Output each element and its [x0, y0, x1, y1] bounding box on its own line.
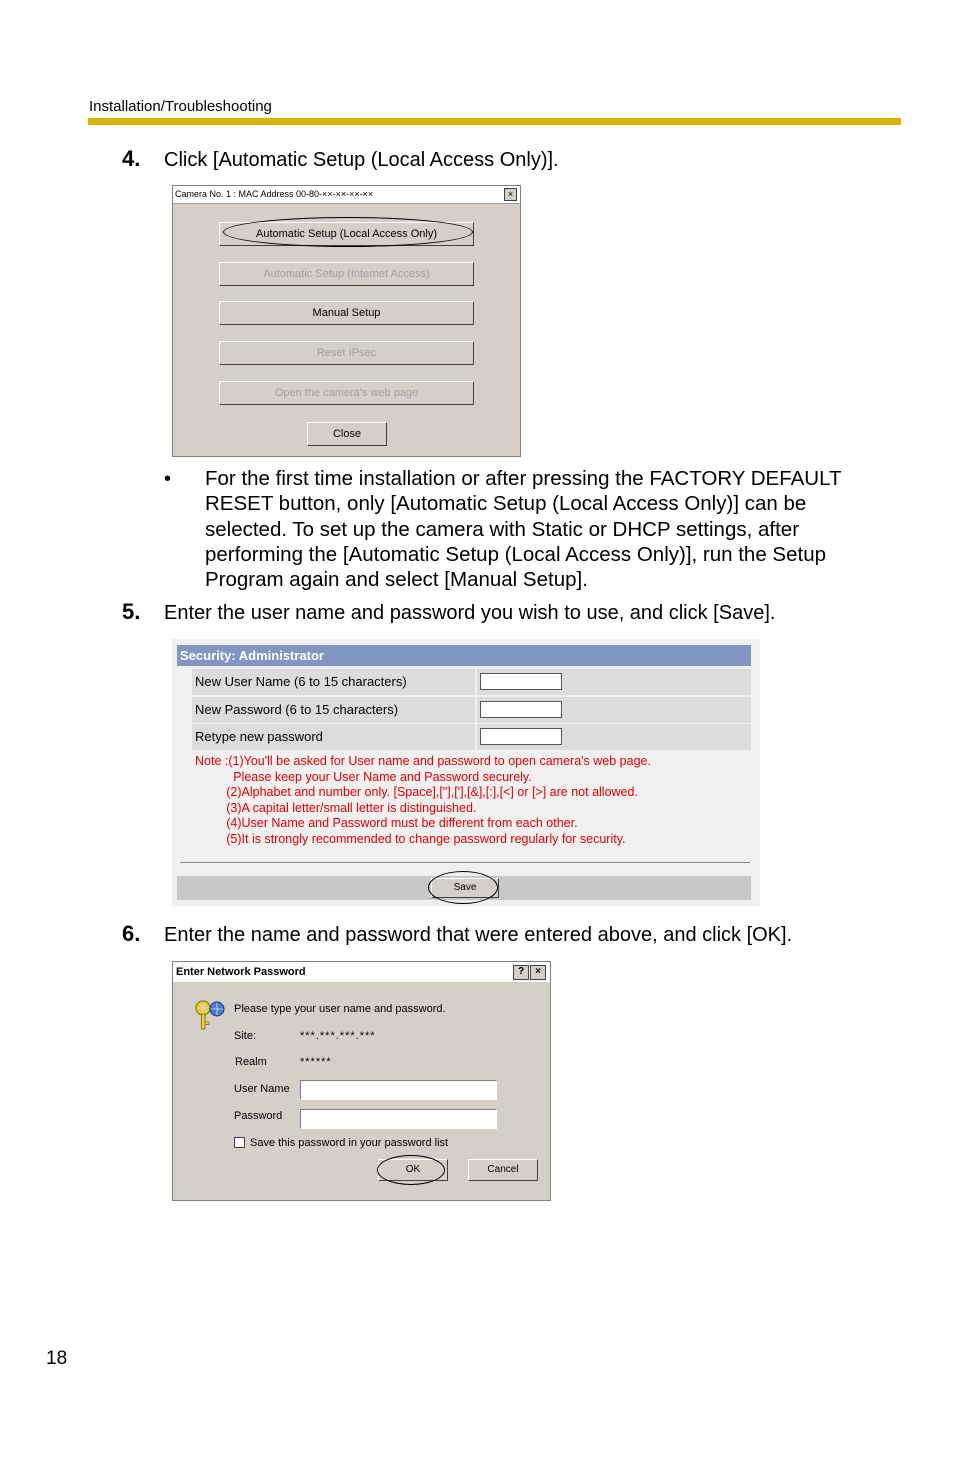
automatic-setup-internet-button[interactable]: Automatic Setup (Internet Access) — [219, 262, 474, 286]
ok-button[interactable]: OK — [378, 1159, 448, 1181]
note-line: performing the [Automatic Setup (Local Access Only)], run the Setup — [205, 542, 827, 566]
close-icon[interactable]: × — [504, 188, 517, 201]
form-row-username — [192, 669, 751, 695]
save-bar — [177, 876, 751, 900]
new-username-input[interactable] — [480, 673, 562, 690]
bullet-note — [205, 466, 895, 592]
security-note-line: Please keep your User Name and Password securely. — [195, 769, 532, 784]
step-6-number: 6. — [122, 921, 141, 946]
site-label: Site: — [234, 1030, 257, 1042]
step-4-text: Click [Automatic Setup (Local Access Only)]. — [164, 149, 559, 171]
manual-setup-button[interactable]: Manual Setup — [219, 301, 474, 325]
save-password-checkbox[interactable] — [234, 1137, 245, 1148]
automatic-setup-local-button[interactable]: Automatic Setup (Local Access Only) — [219, 222, 474, 246]
close-icon[interactable]: × — [530, 965, 546, 980]
open-web-page-button[interactable]: Open the camera's web page — [219, 381, 474, 405]
realm-label: Realm — [235, 1056, 267, 1068]
security-form-screenshot — [172, 639, 760, 906]
form-row-password — [192, 697, 751, 723]
retype-password-input[interactable] — [480, 728, 562, 745]
note-line: RESET button, only [Automatic Setup (Local Access Only)] can be — [205, 492, 807, 516]
row-divider — [475, 697, 477, 723]
security-note-line: Note :(1)You'll be asked for User name and password to open camera's web page. — [195, 754, 651, 768]
reset-ipsec-button[interactable]: Reset IPsec — [219, 341, 474, 365]
username-label: User Name — [234, 1083, 290, 1095]
setup-window-titlebar — [173, 186, 520, 204]
new-password-input[interactable] — [480, 701, 562, 718]
close-button[interactable]: Close — [307, 422, 387, 446]
new-username-label: New User Name (6 to 15 characters) — [195, 674, 407, 689]
bullet-icon: • — [164, 468, 172, 490]
step-5-text: Enter the user name and password you wish to use, and click [Save]. — [164, 602, 776, 624]
security-note-line: (2)Alphabet and number only. [Space],["],['],[&],[:],[<] or [>] are not allowed. — [195, 785, 638, 800]
page-number: 18 — [46, 1348, 68, 1369]
header-rule — [88, 118, 901, 125]
password-dialog-title: Enter Network Password — [176, 966, 306, 978]
running-header: Installation/Troubleshooting — [89, 98, 272, 115]
save-password-label: Save this password in your password list — [250, 1137, 449, 1149]
realm-value: ****** — [300, 1056, 332, 1068]
step-5-number: 5. — [122, 599, 141, 624]
separator — [180, 862, 750, 863]
security-notes — [195, 754, 651, 848]
setup-window-screenshot — [172, 185, 521, 457]
retype-password-label: Retype new password — [195, 729, 323, 744]
password-label: Password — [234, 1110, 283, 1122]
username-input[interactable] — [300, 1080, 497, 1100]
new-password-label: New Password (6 to 15 characters) — [195, 702, 399, 717]
row-divider — [475, 669, 477, 695]
note-line: For the first time installation or after pressing the FACTORY DEFAULT — [205, 467, 842, 490]
password-input[interactable] — [300, 1109, 497, 1129]
dialog-prompt: Please type your user name and password. — [234, 1003, 446, 1015]
password-dialog-titlebar — [173, 962, 550, 982]
security-note-line: (3)A capital letter/small letter is distinguished. — [195, 800, 477, 815]
step-4-number: 4. — [122, 146, 141, 171]
setup-window-title: Camera No. 1 : MAC Address 00-80-××-××-××-×× — [175, 189, 374, 199]
note-line: selected. To set up the camera with Static or DHCP settings, after — [205, 517, 800, 541]
form-row-retype — [192, 724, 751, 750]
security-note-line: (5)It is strongly recommended to change password regularly for security. — [195, 831, 626, 846]
security-note-line: (4)User Name and Password must be different from each other. — [195, 816, 578, 831]
step-6-text: Enter the name and password that were entered above, and click [OK]. — [164, 924, 793, 946]
save-button[interactable]: Save — [431, 878, 499, 898]
site-value: ***.***.***.*** — [300, 1030, 376, 1042]
cancel-button[interactable]: Cancel — [468, 1159, 538, 1181]
key-icon — [193, 998, 227, 1034]
note-line: Program again and select [Manual Setup]. — [205, 568, 588, 592]
help-icon[interactable]: ? — [513, 965, 529, 980]
password-dialog-screenshot — [172, 961, 551, 1201]
row-divider — [475, 724, 477, 750]
security-form-title: Security: Administrator — [177, 645, 751, 666]
